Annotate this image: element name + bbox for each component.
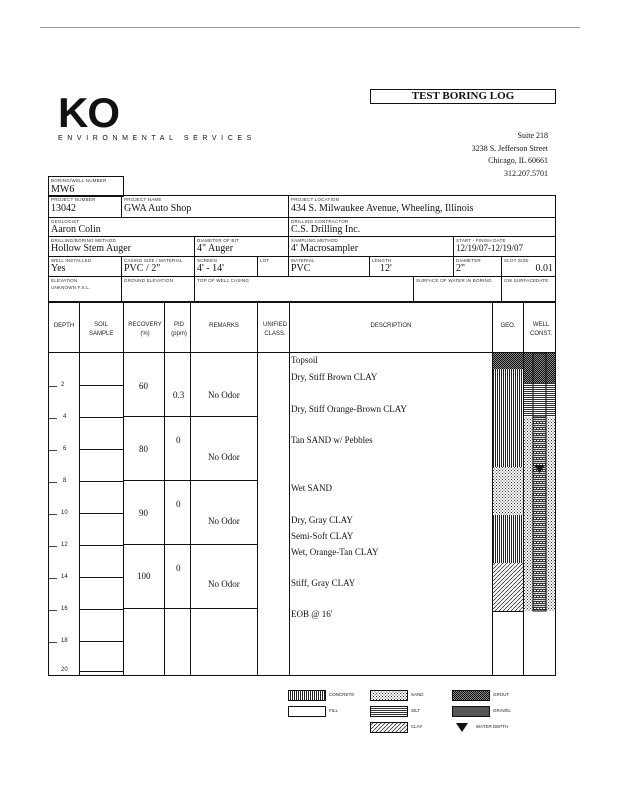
recovery-value: 100 [137, 571, 151, 581]
depth-tick: 16 [61, 606, 68, 612]
elevation-cell [49, 277, 122, 301]
description-entry: Wet, Orange-Tan CLAY [291, 547, 379, 557]
description-entry: Dry, Gray CLAY [291, 515, 353, 525]
boring-number-box [48, 176, 124, 197]
driller-cell [289, 218, 555, 237]
legend-label: CONCRETE [329, 692, 355, 697]
well-installed-label: WELL INSTALLED [51, 258, 92, 263]
col-depth: DEPTH [53, 323, 75, 329]
legend [288, 690, 558, 750]
pid-value: 0 [176, 435, 181, 445]
location-cell [289, 196, 555, 218]
geo-clay [493, 369, 523, 467]
casing-label: CASING SIZE / MATERIAL [124, 258, 183, 263]
toc-label: TOP OF WELL CASING [197, 278, 250, 283]
slot-label: SLOT SIZE [504, 258, 529, 263]
lot-cell [258, 257, 289, 277]
description-entry: Topsoil [291, 355, 318, 365]
description-entry: Tan SAND w/ Pebbles [291, 435, 373, 445]
pid-value: 0 [176, 499, 181, 509]
geo-eob [493, 611, 523, 612]
address-line: Chicago, IL 60661 [488, 156, 548, 165]
depth-tick: 8 [63, 478, 67, 484]
legend-label: GROUT [493, 692, 510, 697]
slot-value: 0.01 [535, 263, 553, 274]
col-geo: GEO. [500, 323, 516, 329]
scan-edge-line [40, 27, 580, 28]
depth-tick: 14 [61, 574, 68, 580]
col-well: WELL CONST. [529, 322, 552, 337]
geo-column [493, 353, 523, 675]
col-unified: UNIFIED CLASS. [263, 322, 287, 337]
description-entry: Dry, Stiff Orange-Brown CLAY [291, 404, 407, 414]
col-remarks: REMARKS [209, 323, 239, 329]
project-number-label: PROJECT NUMBER [51, 197, 96, 202]
address-line: 3238 S. Jefferson Street [471, 143, 548, 153]
sampling-label: SAMPLING METHOD [291, 238, 339, 243]
legend-label: SAND [411, 692, 424, 697]
sampling-cell [289, 237, 454, 257]
depth-tick: 2 [61, 382, 65, 388]
bit-cell [195, 237, 289, 257]
diameter-label: DIAMETER [456, 258, 481, 263]
length-value: 12' [380, 263, 392, 274]
length-cell [370, 257, 454, 277]
project-name-value: GWA Auto Shop [124, 203, 192, 214]
elevation-label: ELEVATION [51, 278, 78, 283]
address-line: 312.207.5701 [504, 168, 548, 178]
ground-elevation-cell [122, 277, 195, 301]
depth-tick: 6 [63, 446, 67, 452]
description-entry: Dry, Stiff Brown CLAY [291, 372, 378, 382]
pid-value: 0.3 [173, 390, 185, 400]
driller-value: C.S. Drilling Inc. [291, 224, 361, 235]
date-label: DATE [536, 278, 549, 283]
company-address [472, 130, 548, 180]
project-name-cell [122, 196, 289, 218]
elevation-value: UNKNOWN F.S.L. [51, 285, 91, 290]
casing-value: PVC / 2" [124, 263, 161, 274]
address-line: Suite 218 [517, 131, 548, 140]
document-title [370, 89, 556, 104]
drilling-method-label: DRILLING/BORING METHOD [51, 238, 116, 243]
material-cell [289, 257, 370, 277]
surface-water-label: SURFACE OF WATER IN BORING [416, 278, 492, 283]
geo-sand [493, 467, 523, 515]
toc-cell [195, 277, 414, 301]
geo-topsoil [493, 353, 523, 369]
material-label: MATERIAL [291, 258, 315, 263]
gw-surface-cell [502, 277, 555, 301]
well-seal [524, 383, 555, 417]
depth-tick: 12 [61, 542, 68, 548]
dates-cell [454, 237, 555, 257]
depth-tick: 10 [61, 510, 68, 516]
geologist-value: Aaron Colin [51, 224, 101, 235]
screen-value: 4' - 14' [197, 263, 224, 274]
drilling-method-cell [49, 237, 195, 257]
legend-label: FILL [329, 708, 339, 713]
sampling-value: 4' Macrosampler [291, 243, 359, 254]
depth-tick: 20 [61, 667, 68, 673]
recovery-value: 90 [139, 508, 148, 518]
project-number-cell [49, 196, 122, 218]
remarks-value: No Odor [208, 390, 240, 400]
col-description: DESCRIPTION [370, 323, 412, 329]
header-grid [48, 195, 556, 302]
recovery-value: 80 [139, 444, 148, 454]
geologist-label: GEOLOGIST [51, 219, 80, 224]
ground-elevation-label: GROUND ELEVATION [124, 278, 174, 283]
legend-label: GRAVEL [493, 708, 511, 713]
well-construction-column [524, 353, 555, 675]
material-value: PVC [291, 263, 311, 274]
recovery-value: 60 [139, 381, 148, 391]
diameter-value: 2" [456, 263, 466, 274]
slot-cell [502, 257, 555, 277]
remarks-value: No Odor [208, 579, 240, 589]
drilling-method-value: Hollow Stem Auger [51, 243, 131, 254]
legend-label: CLAY [411, 724, 423, 729]
surface-water-cell [414, 277, 502, 301]
col-recovery: RECOVERY (%) [128, 322, 162, 337]
logo-tagline: ENVIRONMENTAL SERVICES [58, 135, 256, 142]
well-installed-value: Yes [51, 263, 66, 274]
screen-cell [195, 257, 258, 277]
legend-label: SILT [411, 708, 421, 713]
remarks-value: No Odor [208, 452, 240, 462]
geologist-cell [49, 218, 289, 237]
title-text: TEST BORING LOG [411, 90, 515, 102]
legend-label: WATER DEPTH [476, 724, 509, 729]
location-label: PROJECT LOCATION [291, 197, 340, 202]
pid-value: 0 [176, 563, 181, 573]
description-entry: EOB @ 16' [291, 609, 333, 619]
dates-value: 12/19/07-12/19/07 [456, 243, 523, 253]
driller-label: DRILLING CONTRACTOR [291, 219, 349, 224]
length-label: LENGTH [372, 258, 392, 263]
boring-log-table [48, 302, 556, 676]
depth-tick: 18 [61, 638, 68, 644]
geo-clay [493, 515, 523, 563]
project-name-label: PROJECT NAME [124, 197, 162, 202]
boring-label: BORING/WELL NUMBER [51, 178, 107, 183]
bit-label: DIAMETER OF BIT [197, 238, 240, 243]
boring-value: MW6 [51, 184, 75, 195]
remarks-value: No Odor [208, 516, 240, 526]
well-screen [533, 417, 546, 611]
project-number-value: 13042 [51, 203, 76, 214]
logo-mark: KO [58, 89, 119, 136]
water-depth-icon [456, 723, 468, 732]
diameter-cell [454, 257, 502, 277]
company-logo [58, 89, 256, 142]
bit-value: 4" Auger [197, 243, 234, 254]
lot-label: LOT [260, 258, 270, 263]
location-value: 434 S. Milwaukee Avenue, Wheeling, Illinois [291, 203, 474, 214]
depth-tick: 4 [63, 414, 67, 420]
col-pid: PID (ppm) [171, 322, 187, 337]
geo-clay [493, 563, 523, 611]
description-entry: Semi-Soft CLAY [291, 531, 354, 541]
description-entry: Stiff, Gray CLAY [291, 578, 356, 588]
well-installed-cell [49, 257, 122, 277]
gw-surface-label: GW SURFACE [504, 278, 537, 283]
casing-cell [122, 257, 195, 277]
dates-label: START - FINISH DATE [456, 238, 506, 243]
description-entry: Wet SAND [291, 483, 333, 493]
depth-ticks [49, 353, 80, 675]
col-sample: SOIL SAMPLE [89, 322, 114, 337]
screen-label: SCREEN [197, 258, 217, 263]
well-cover [524, 353, 555, 383]
